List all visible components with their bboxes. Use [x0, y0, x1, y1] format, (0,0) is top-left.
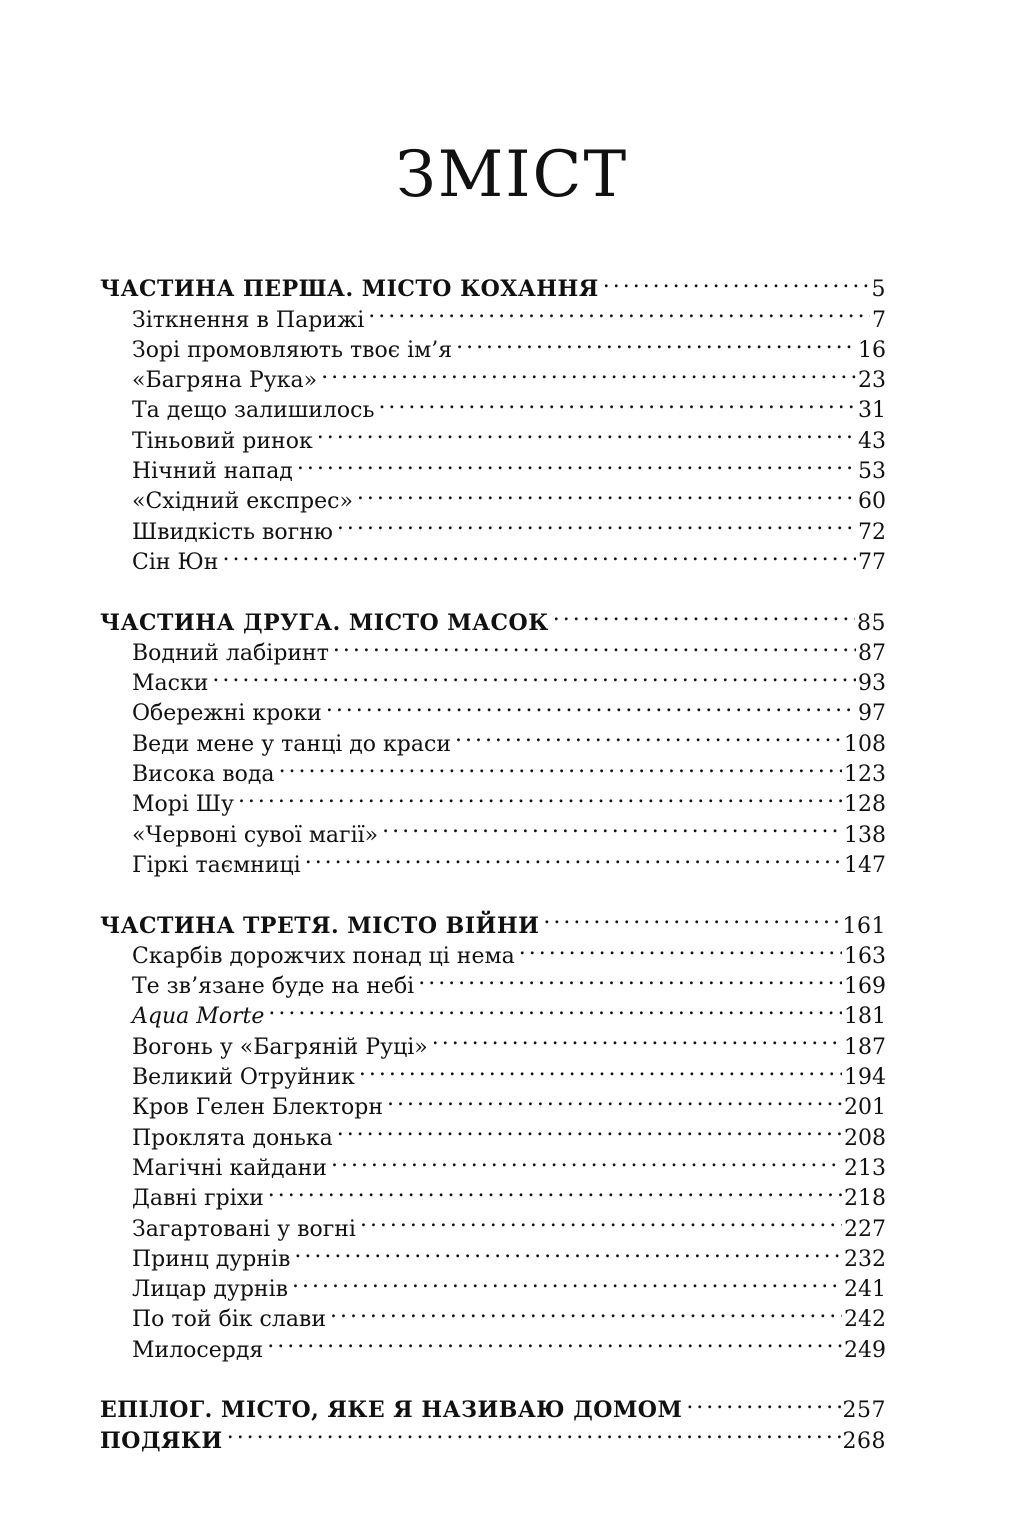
page-number: 194: [844, 1065, 886, 1091]
page-number: 7: [872, 307, 886, 333]
page-number: 72: [858, 519, 886, 545]
page-number: 23: [858, 368, 886, 394]
dot-leader: [378, 387, 856, 417]
toc-chapter[interactable]: [100, 660, 886, 697]
dot-leader: [359, 1054, 842, 1084]
chapter-title: «Багряна Рука»: [132, 368, 318, 394]
dot-leader: [432, 1023, 842, 1053]
chapter-title: Те зв’язане буде на небі: [132, 974, 415, 1000]
dot-leader: [368, 296, 870, 326]
page-number: 161: [842, 913, 886, 939]
page-number: 257: [842, 1398, 886, 1424]
page-number: 201: [844, 1095, 886, 1121]
chapter-title: Морі Шу: [132, 792, 234, 818]
page-number: 108: [844, 731, 886, 757]
page-number: 138: [844, 822, 886, 848]
chapter-title: Проклята донька: [132, 1125, 333, 1151]
part-title: ЧАСТИНА ТРЕТЯ. МІСТО ВІЙНИ: [100, 912, 540, 939]
dot-leader: [317, 417, 856, 447]
dot-leader: [418, 963, 842, 993]
chapter-title: Швидкість вогню: [132, 519, 333, 545]
toc-part-1[interactable]: [100, 266, 886, 303]
dot-leader: [382, 811, 842, 841]
dot-leader: [292, 1266, 842, 1296]
dot-leader: [543, 902, 840, 932]
page-number: 227: [844, 1216, 886, 1242]
part-title: ЧАСТИНА ПЕРША. МІСТО КОХАННЯ: [100, 276, 599, 303]
dot-leader: [337, 1114, 842, 1144]
dot-leader: [321, 357, 856, 387]
page-number: 43: [858, 428, 886, 454]
dot-leader: [603, 266, 870, 296]
chapter-title: Веди мене у танці до краси: [132, 731, 451, 757]
chapter-title: Принц дурнів: [132, 1246, 291, 1272]
chapter-title: Магічні кайдани: [132, 1155, 327, 1181]
chapter-title: Та дещо залишилось: [132, 398, 375, 424]
chapter-title: Кров Гелен Блекторн: [132, 1095, 384, 1121]
chapter-title: Вогонь у «Багряній Руці»: [132, 1034, 428, 1060]
dot-leader: [333, 630, 856, 660]
dot-leader: [268, 993, 842, 1023]
dot-leader: [337, 508, 856, 538]
toc-chapter[interactable]: [100, 690, 886, 727]
page-number: 97: [858, 701, 886, 727]
page-number: 60: [858, 489, 886, 515]
part-title: ПОДЯКИ: [100, 1427, 223, 1454]
chapter-title: Лицар дурнів: [132, 1277, 289, 1303]
chapter-title: Загартовані у вогні: [132, 1216, 356, 1242]
page-number: 31: [858, 398, 886, 424]
chapter-title: «Червоні сувої магії»: [132, 822, 379, 848]
dot-leader: [297, 448, 856, 478]
dot-leader: [267, 1326, 842, 1356]
dot-leader: [357, 478, 856, 508]
page-number: 93: [858, 671, 886, 697]
dot-leader: [331, 1145, 842, 1175]
page-number: 249: [844, 1337, 886, 1363]
table-of-contents: [100, 266, 886, 1454]
page-number: 128: [844, 792, 886, 818]
chapter-title: Тіньовий ринок: [132, 428, 313, 454]
toc-part-3[interactable]: [100, 902, 886, 939]
page-number: 181: [844, 1004, 886, 1030]
dot-leader: [330, 1296, 842, 1326]
page-number: 268: [842, 1428, 886, 1454]
dot-leader: [360, 1205, 842, 1235]
page-number: 218: [844, 1186, 886, 1212]
chapter-title: Маски: [132, 671, 209, 697]
page-number: 169: [844, 974, 886, 1000]
toc-part-2[interactable]: [100, 599, 886, 636]
page-number: 16: [858, 337, 886, 363]
chapter-title: «Східний експрес»: [132, 489, 353, 515]
page-number: 187: [844, 1034, 886, 1060]
page-number: 53: [858, 459, 886, 485]
chapter-title: Зорі промовляють твоє ім’я: [132, 337, 453, 363]
page-number: 163: [844, 943, 886, 969]
page-number: 87: [858, 640, 886, 666]
dot-leader: [279, 751, 842, 781]
chapter-title: Давні гріхи: [132, 1186, 264, 1212]
part-title: ЧАСТИНА ДРУГА. МІСТО МАСОК: [100, 609, 549, 636]
chapter-title: Скарбів дорожчих понад ці нема: [132, 943, 515, 969]
page-number: 5: [871, 277, 886, 303]
dot-leader: [222, 539, 856, 569]
chapter-title: Милосердя: [132, 1337, 264, 1363]
chapter-title: Зіткнення в Парижі: [132, 307, 365, 333]
chapter-title: Водний лабіринт: [132, 640, 329, 666]
page-number: 85: [857, 610, 886, 636]
page-number: 123: [844, 762, 886, 788]
dot-leader: [305, 842, 842, 872]
page-number: 208: [844, 1125, 886, 1151]
page-title: ЗМІСТ: [395, 138, 629, 212]
dot-leader: [268, 1175, 842, 1205]
page-number: 241: [844, 1277, 886, 1303]
chapter-title: Сін Юн: [132, 549, 219, 575]
dot-leader: [686, 1387, 840, 1417]
page-number: 232: [844, 1246, 886, 1272]
dot-leader: [519, 933, 842, 963]
chapter-title: Гіркі таємниці: [132, 852, 301, 878]
chapter-title: Великий Отруйник: [132, 1065, 355, 1091]
chapter-title: Нічний напад: [132, 459, 293, 485]
page-number: 242: [844, 1307, 886, 1333]
dot-leader: [387, 1084, 842, 1114]
dot-leader: [294, 1236, 842, 1266]
part-title: ЕПІЛОГ. МІСТО, ЯКЕ Я НАЗИВАЮ ДОМОМ: [100, 1397, 683, 1424]
toc-epilogue[interactable]: [100, 1387, 886, 1424]
dot-leader: [455, 720, 842, 750]
dot-leader: [326, 690, 856, 720]
page-number: 147: [844, 852, 886, 878]
dot-leader: [238, 781, 842, 811]
chapter-title: Висока вода: [132, 762, 275, 788]
page-number: 213: [844, 1155, 886, 1181]
dot-leader: [456, 327, 856, 357]
chapter-title: Обережні кроки: [132, 701, 322, 727]
dot-leader: [553, 599, 855, 629]
dot-leader: [227, 1417, 841, 1447]
page-number: 77: [858, 549, 886, 575]
chapter-title: Aqua Morte: [132, 1004, 265, 1030]
chapter-title: По той бік слави: [132, 1307, 326, 1333]
dot-leader: [212, 660, 856, 690]
